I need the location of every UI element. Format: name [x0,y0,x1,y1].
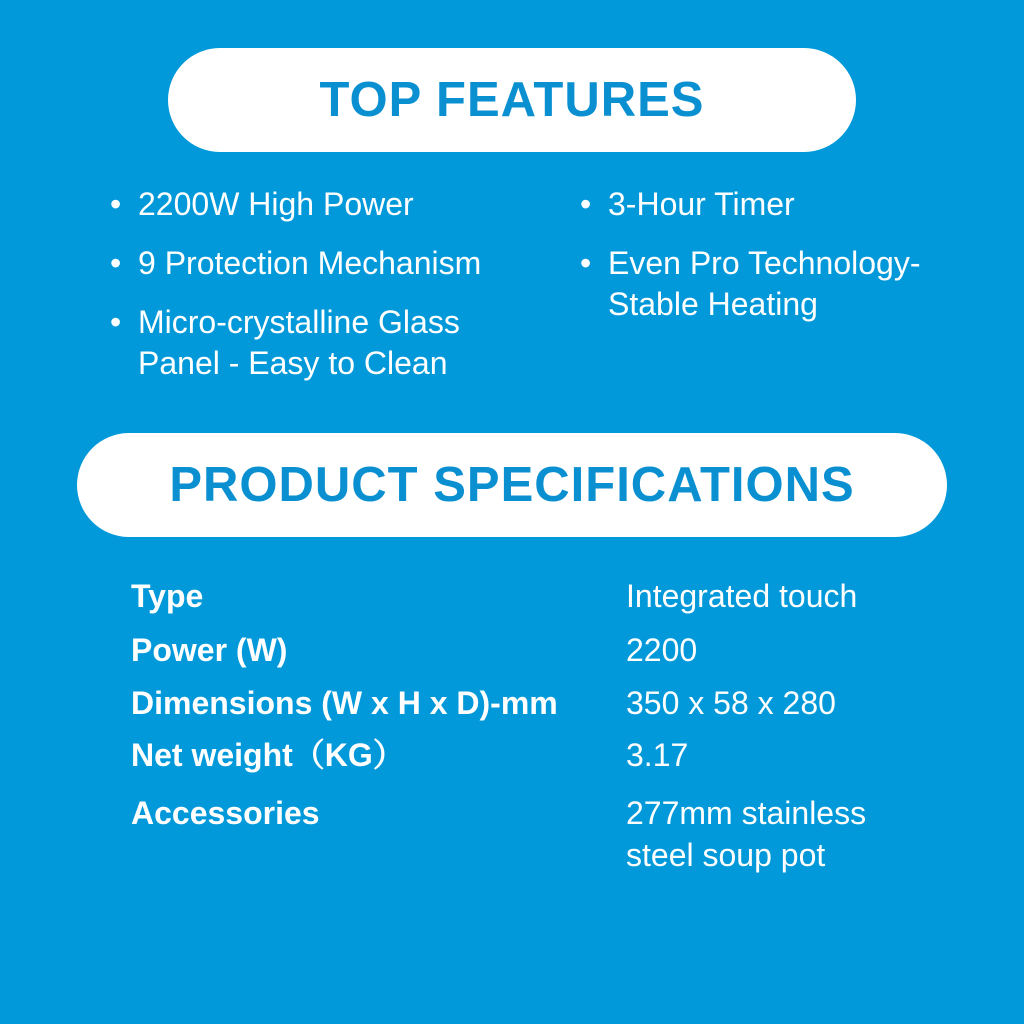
spec-value: 2200 [626,632,698,668]
feature-item [110,184,414,225]
bullet-icon: • [580,245,592,281]
top-features-title: TOP FEATURES [319,73,705,127]
spec-label: Dimensions (W x H x D)-mm [131,685,558,721]
bullet-icon: • [580,186,592,222]
feature-item [580,243,920,325]
spec-label: Power (W) [131,632,288,668]
feature-text: 3-Hour Timer [608,186,795,222]
spec-label: Type [131,578,204,614]
product-specifications-banner [77,433,947,537]
bullet-icon: • [110,186,122,222]
top-features-banner [168,48,856,152]
spec-label: Net weight（KG） [131,737,405,773]
feature-text: Micro-crystalline Glass [138,304,460,340]
feature-text: Even Pro Technology- [608,245,921,281]
feature-text: 9 Protection Mechanism [138,245,482,281]
feature-text: 2200W High Power [138,186,414,222]
feature-item [580,184,795,225]
bullet-icon: • [110,304,122,340]
spec-value [626,792,866,876]
feature-text: Stable Heating [608,286,818,322]
feature-text: Panel - Easy to Clean [138,345,448,381]
feature-item [110,302,460,384]
spec-value-line: 277mm stainless [626,795,867,831]
product-specifications-title: PRODUCT SPECIFICATIONS [169,458,855,512]
spec-label: Accessories [131,795,320,831]
spec-value-line: steel soup pot [626,837,826,873]
spec-value: 350 x 58 x 280 [626,685,836,721]
spec-value: 3.17 [626,737,689,773]
bullet-icon: • [110,245,122,281]
feature-item [110,243,481,284]
spec-value: Integrated touch [626,578,858,614]
